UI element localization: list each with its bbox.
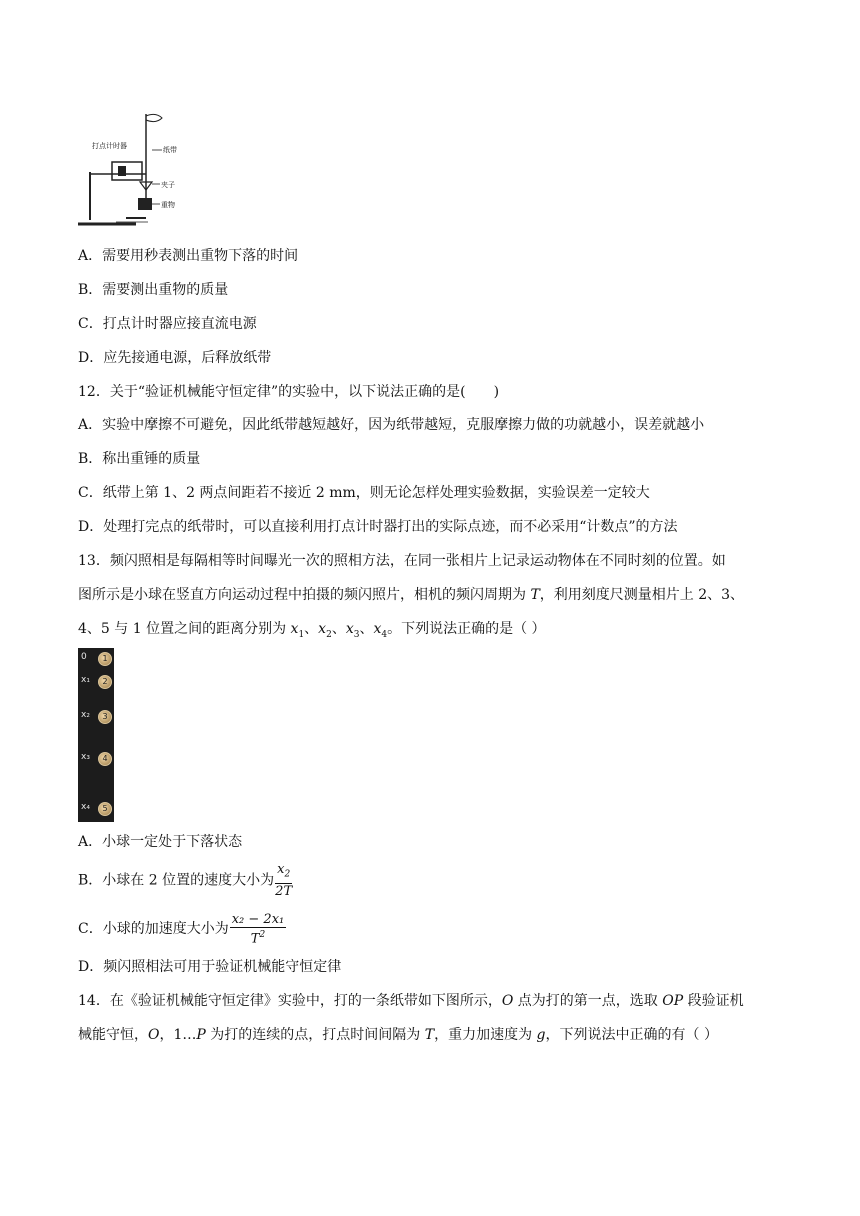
q13-option-b-text: B．小球在 2 位置的速度大小为 — [78, 872, 275, 889]
q14-var-T: T — [424, 1027, 435, 1043]
q14-line2-c: 为打的连续的点，打点时间间隔为 — [205, 1027, 425, 1043]
q12-stem: 12．关于“验证机械能守恒定律”的实验中，以下说法正确的是( ) — [78, 384, 500, 400]
q13-var-T: T — [530, 587, 540, 603]
q13-stem-line3-b: 下列说法正确的是（ ） — [401, 621, 546, 637]
q13-stem-line3 — [78, 619, 546, 645]
sub-2: 2 — [326, 629, 332, 640]
q14-line2-e: ，下列说法中正确的有（ ） — [545, 1027, 718, 1043]
fraction-x2-over-2T — [275, 862, 292, 899]
photo-ball-2: 2 — [98, 675, 112, 689]
q12-option-b: B．称出重锤的质量 — [78, 451, 201, 467]
frac-den: 2T — [275, 883, 293, 899]
photo-label-x3: x₃ — [81, 752, 90, 762]
q14-line1-a: 14．在《验证机械能守恒定律》实验中，打的一条纸带如下图所示， — [78, 993, 502, 1009]
q13-option-c-text: C．小球的加速度大小为 — [78, 921, 229, 938]
frac-num: x₂ − 2x₁ — [231, 912, 285, 927]
var-x2: x — [318, 621, 327, 637]
sep-4: 。 — [387, 621, 402, 637]
q13-option-a: A．小球一定处于下落状态 — [78, 834, 243, 850]
strobe-photo — [78, 648, 114, 822]
q12-option-d: D．处理打完点的纸带时，可以直接利用打点计时器打出的实际点迹，而不必采用“计数点”的方法 — [78, 519, 678, 535]
sep-1: 、 — [304, 621, 319, 637]
frac-num-sub: 2 — [284, 869, 291, 880]
photo-ball-1: 1 — [98, 652, 112, 666]
sep-3: 、 — [359, 621, 374, 637]
photo-label-0: 0 — [81, 652, 87, 662]
q14-var-P: P — [196, 1027, 206, 1043]
apparatus-figure — [76, 110, 188, 228]
q13-option-c — [78, 912, 286, 946]
frac-den-sup: 2 — [259, 930, 266, 940]
photo-label-x2: x₂ — [81, 710, 90, 720]
q14-stem-line2 — [78, 1025, 718, 1045]
q13-stem-line2-a: 图所示是小球在竖直方向运动过程中拍摄的频闪照片，相机的频闪周期为 — [78, 587, 531, 603]
q11-option-b: B．需要测出重物的质量 — [78, 282, 229, 298]
fraction-accel — [230, 912, 287, 946]
photo-label-x1: x₁ — [81, 675, 90, 685]
frac-num — [275, 862, 292, 884]
q11-option-a: A．需要用秒表测出重物下落的时间 — [78, 248, 299, 264]
photo-ball-3: 3 — [98, 710, 112, 724]
q11-option-d: D．应先接通电源，后释放纸带 — [78, 350, 272, 366]
q14-line1-b: 点为打的第一点，选取 — [513, 993, 663, 1009]
q14-stem-line1 — [78, 991, 744, 1011]
q14-line1-c: 段验证机 — [683, 993, 744, 1009]
photo-ball-5: 5 — [98, 802, 112, 816]
frac-num-var: x — [277, 862, 285, 877]
photo-label-x4: x₄ — [81, 802, 90, 812]
label-weight: 重物 — [161, 201, 175, 209]
var-x3: x — [345, 621, 354, 637]
q13-stem-line3-a: 4、5 与 1 位置之间的距离分别为 — [78, 621, 291, 637]
sub-3: 3 — [353, 629, 360, 640]
q13-option-d: D．频闪照相法可用于验证机械能守恒定律 — [78, 959, 342, 975]
q12-option-c: C．纸带上第 1、2 两点间距若不接近 2 mm，则无论怎样处理实验数据，实验误差一定较大 — [78, 485, 650, 501]
sep-2: 、 — [331, 621, 346, 637]
label-clip: 夹子 — [161, 181, 175, 189]
q13-stem-line2-b: ，利用刻度尺测量相片上 2、3、 — [539, 587, 745, 603]
photo-ball-4: 4 — [98, 752, 112, 766]
q14-var-O: O — [501, 993, 514, 1009]
var-x4: x — [373, 621, 382, 637]
var-x1: x — [290, 621, 299, 637]
q14-line2-a: 械能守恒， — [78, 1027, 148, 1043]
q13-stem-line2 — [78, 585, 744, 605]
label-timer: 打点计时器 — [92, 142, 127, 150]
q14-line2-d: ，重力加速度为 — [434, 1027, 537, 1043]
sub-4: 4 — [381, 629, 388, 640]
frac-den — [230, 928, 287, 946]
label-tape: 纸带 — [163, 146, 177, 154]
frac-den-var: T — [250, 931, 260, 947]
q13-stem-line1: 13．频闪照相是每隔相等时间曝光一次的照相方法，在同一张相片上记录运动物体在不同时刻的位置。如 — [78, 553, 726, 569]
q13-option-b — [78, 862, 292, 899]
q14-var-O2: O — [148, 1027, 160, 1043]
q14-var-OP: OP — [662, 993, 684, 1009]
q12-option-a: A．实验中摩擦不可避免，因此纸带越短越好，因为纸带越短，克服摩擦力做的功就越小，误差就越小 — [78, 417, 705, 433]
q14-line2-b: ，1… — [159, 1027, 197, 1043]
q11-option-c: C．打点计时器应接直流电源 — [78, 316, 257, 332]
sub-1: 1 — [298, 629, 305, 640]
q14-var-g: g — [536, 1027, 546, 1043]
